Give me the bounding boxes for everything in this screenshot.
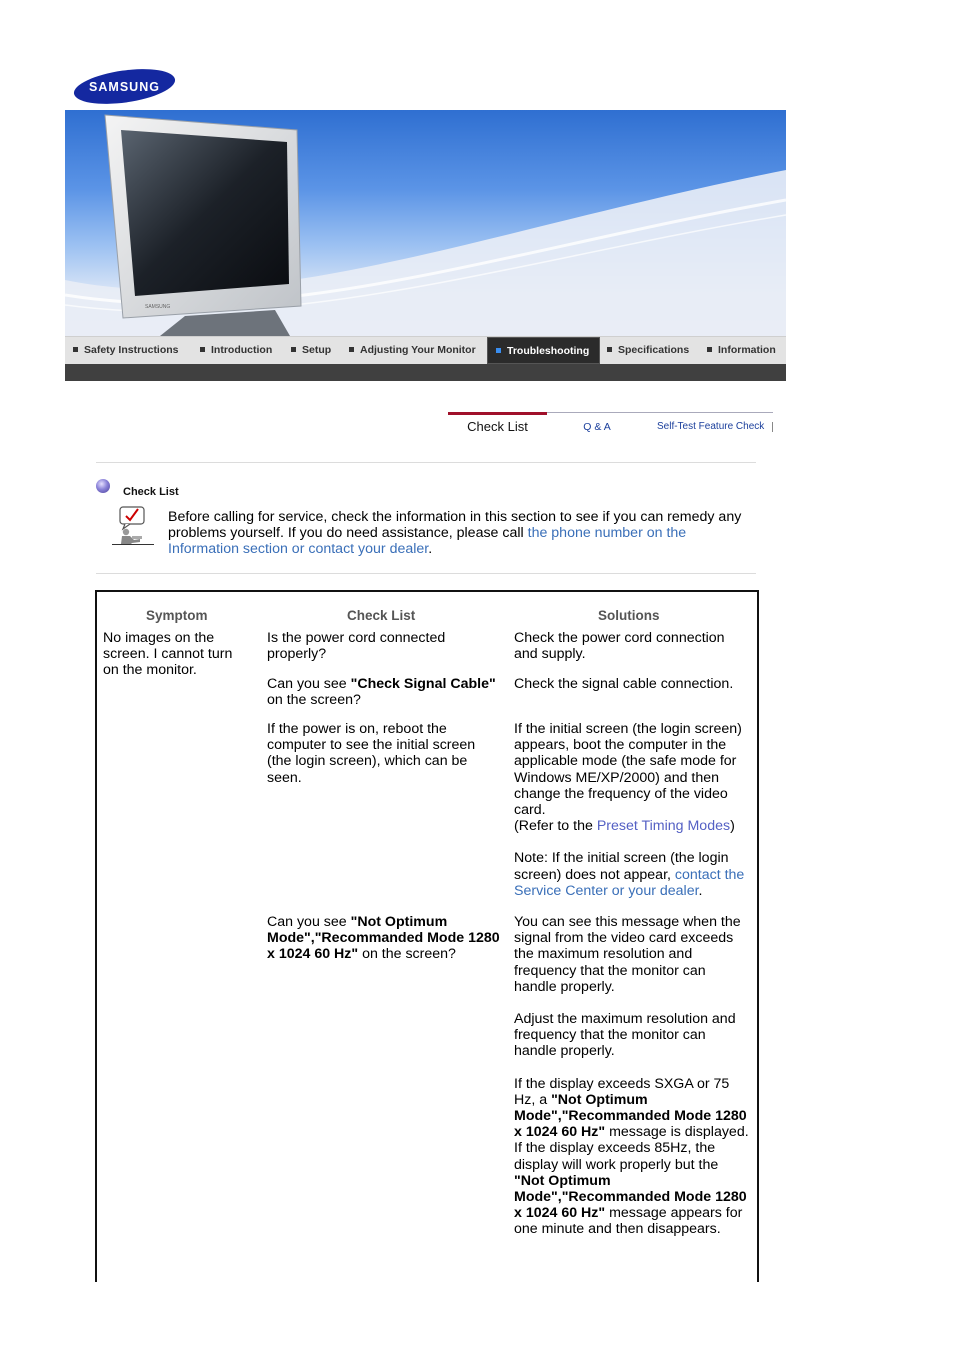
bullet-icon xyxy=(349,347,354,352)
bullet-icon xyxy=(707,347,712,352)
monitor-brand: SAMSUNG xyxy=(145,304,171,310)
solution-cell: Check the signal cable connection. xyxy=(514,676,734,692)
checklist-note-icon xyxy=(110,506,156,546)
tab-divider xyxy=(772,422,773,432)
nav-underbar xyxy=(65,364,786,381)
nav-information[interactable]: Information xyxy=(707,337,776,364)
tab-q-and-a[interactable]: Q & A xyxy=(547,412,647,439)
tab-self-test-feature-check[interactable]: Self-Test Feature Check xyxy=(647,412,773,438)
divider xyxy=(96,573,756,574)
contact-service-center-link[interactable]: contact the Service Center or your dealer xyxy=(514,866,745,899)
samsung-logo xyxy=(72,68,177,105)
nav-adjusting-your-monitor[interactable]: Adjusting Your Monitor xyxy=(349,337,476,364)
nav-safety-instructions[interactable]: Safety Instructions xyxy=(73,337,179,364)
section-title: Check List xyxy=(123,486,179,498)
nav-troubleshooting[interactable]: Troubleshooting xyxy=(487,337,600,364)
nav-setup[interactable]: Setup xyxy=(291,337,331,364)
main-nav xyxy=(65,336,786,364)
solution-cell: You can see this message when the signal from the video card exceeds the maximum resolution and frequency that the monitor can handle properly. Adjust the maximum resolution and frequency that the monitor can handle properly. If the display exceeds SXGA or 75 Hz, a "Not Optimum Mode","Recommanded Mode 1280 x 1024 60 Hz" message is displayed. If the display exceeds 85Hz, the display will work properly but the "Not Optimum Mode","Recommanded Mode 1280 x 1024 60 Hz" message appears for one minute and then disappears. xyxy=(514,914,749,1238)
solution-cell: If the initial screen (the login screen) appears, boot the computer in the applicable mode (the safe mode for Windows ME/XP/2000) and then change the frequency of the video card. (Refer to the Preset Timing Modes) Note: If the initial screen (the login screen) does not appear, contact the Service Center or your dealer. xyxy=(514,721,745,899)
bullet-icon xyxy=(496,348,501,353)
preset-timing-modes-link[interactable]: Preset Timing Modes xyxy=(596,818,731,835)
header-symptom: Symptom xyxy=(146,608,208,623)
bullet-icon xyxy=(607,347,612,352)
symptom-cell: No images on the screen. I cannot turn on the monitor. xyxy=(103,630,233,679)
sub-tabs xyxy=(448,412,773,438)
check-cell: Can you see "Not Optimum Mode","Recommanded Mode 1280 x 1024 60 Hz" on the screen? xyxy=(267,914,500,963)
bullet-icon xyxy=(200,347,205,352)
solution-cell: Check the power cord connection and supply. xyxy=(514,630,725,663)
monitor-illustration xyxy=(65,110,786,336)
nav-specifications[interactable]: Specifications xyxy=(607,337,689,364)
header-check-list: Check List xyxy=(347,608,416,623)
header-banner xyxy=(65,110,786,336)
bullet-icon xyxy=(291,347,296,352)
divider xyxy=(96,462,756,463)
intro-paragraph: Before calling for service, check the information in this section to see if you can remedy any problems yourself. If you do need assistance, please call the phone number on the Information section or contact your dealer. xyxy=(168,509,742,557)
nav-introduction[interactable]: Introduction xyxy=(200,337,272,364)
section-bullet-icon xyxy=(96,479,110,493)
check-cell: Is the power cord connected properly? xyxy=(267,630,446,663)
header-solutions: Solutions xyxy=(598,608,660,623)
contact-dealer-link[interactable]: the phone number on the Information section or contact your dealer xyxy=(168,525,687,557)
tab-check-list[interactable]: Check List xyxy=(448,412,547,441)
bullet-icon xyxy=(73,347,78,352)
logo-text: SAMSUNG xyxy=(89,80,160,94)
check-cell: Can you see "Check Signal Cable" on the screen? xyxy=(267,676,496,709)
check-cell: If the power is on, reboot the computer to see the initial screen (the login screen), which can be seen. xyxy=(267,721,476,786)
